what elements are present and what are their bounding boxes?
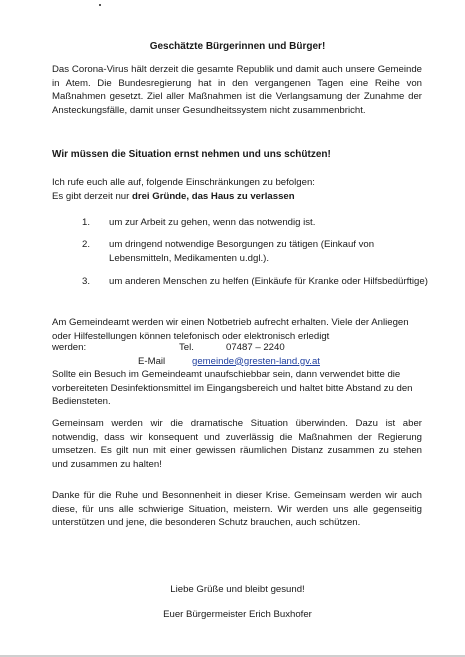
visit-paragraph: Sollte ein Besuch im Gemeindeamt unaufschiebbar sein, dann verwendet bitte die vorbereiteten Desinfektionsmittel im Eingangsbereich und haltet bitte Abstand zu den Bediensteten. [52,369,413,407]
reason-text: um anderen Menschen zu helfen (Einkäufe für Kranke oder Hilfsbedürftige) [109,276,428,287]
phone-number: 07487 – 2240 [226,342,285,353]
intro-paragraph: Das Corona-Virus hält derzeit die gesamte Republik und damit auch unsere Gemeinde in Atem. Die Bundesregierung hat in den vergangenen Tagen eine Reihe von Maßnahmen gesetzt. Ziel aller Maßnahmen ist die Verlangsamung der Zunahme der Ansteckungsfälle, damit unser Gesundheitssystem nicht zusammenbricht. [52,64,422,116]
closing-greeting: Liebe Grüße und bleibt gesund! [170,584,305,595]
office-paragraph: Am Gemeindeamt werden wir einen Notbetrieb aufrecht erhalten. Viele der Anliegen oder Hilfestellungen können telefonisch oder elektronisch erledigt [52,317,409,342]
appeal-line-1: Ich rufe euch alle auf, folgende Einschränkungen zu befolgen: [52,177,315,188]
section-heading: Wir müssen die Situation ernst nehmen und uns schützen! [52,149,331,160]
appeal-paragraph [52,176,422,203]
thanks-paragraph: Danke für die Ruhe und Besonnenheit in dieser Krise. Gemeinsam werden wir auch diese, für uns alle schwierige Situation, meistern. Wir werden uns alle gegenseitig unterstützen und jene, die besonderen Schutz brauchen, auch schützen. [52,490,422,528]
reason-number: 1. [82,217,91,228]
appeal-line-2-bold: drei Gründe, das Haus zu verlassen [132,190,295,202]
reason-number: 3. [82,276,91,287]
scan-speck [99,4,101,6]
email-label: E-Mail [138,355,166,367]
reason-number: 2. [82,239,91,250]
together-paragraph: Gemeinsam werden wir die dramatische Situation überwinden. Dazu ist aber notwendig, dass wir konsequent und zuverlässig die Maßnahmen der Regierung umsetzen. Es gilt nun mit einer gewissen räumlichen Distanz zusammen zu stehen und zusammen zu halten! [52,418,422,470]
email-link[interactable]: gemeinde@gresten-land.gv.at [192,355,320,367]
phone-label: Tel. [179,342,194,353]
contact-werden: werden: [52,342,87,353]
contact-block [52,341,432,369]
letter-title: Geschätzte Bürgerinnen und Bürger! [149,41,326,52]
reason-text: um zur Arbeit zu gehen, wenn das notwendig ist. [109,217,316,228]
signature: Euer Bürgermeister Erich Buxhofer [163,609,312,620]
appeal-line-2 [52,190,422,204]
reason-text: um dringend notwendige Besorgungen zu tätigen (Einkauf von Lebensmitteln, Medikamenten u.dgl.). [109,239,375,264]
appeal-line-2-prefix: Es gibt derzeit nur [52,190,132,202]
